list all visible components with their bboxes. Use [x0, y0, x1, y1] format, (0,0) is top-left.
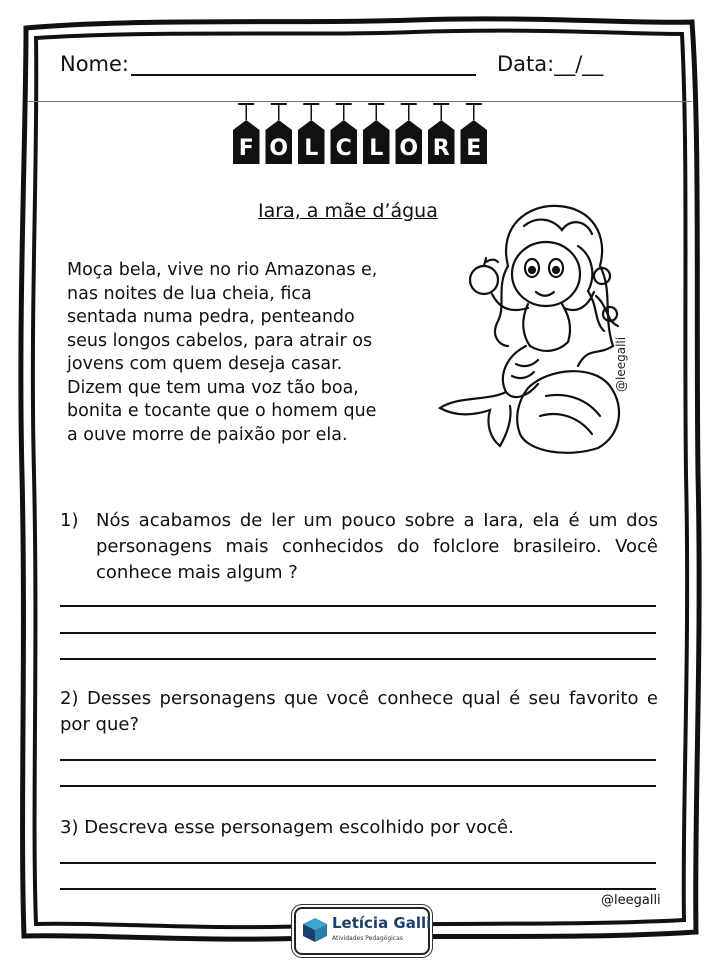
story-line: Moça bela, vive no rio Amazonas e,	[67, 260, 378, 280]
name-field-line[interactable]	[131, 54, 476, 76]
banner-letter: R	[432, 136, 450, 161]
name-label: Nome:	[60, 52, 130, 76]
banner-letter: C	[335, 136, 352, 161]
banner-letter: E	[466, 136, 482, 161]
story-line: sentada numa pedra, penteando	[67, 307, 355, 327]
banner-letter: L	[369, 136, 384, 161]
banner-letter: F	[238, 136, 254, 161]
story-line: bonita e tocante que o homem que	[67, 401, 377, 421]
question-1	[60, 508, 658, 586]
story-line: nas noites de lua cheia, fica	[67, 283, 312, 304]
logo-name: Letícia Galli	[332, 914, 432, 932]
cube-logo-icon	[302, 917, 328, 943]
story-line: seus longos cabelos, para atrair os	[67, 330, 373, 351]
banner-tag	[298, 104, 325, 164]
answer-line[interactable]	[60, 658, 656, 660]
question-1-number: 1)	[60, 510, 79, 531]
story-text	[67, 259, 417, 447]
banner-letter: O	[399, 136, 419, 161]
answer-line[interactable]	[60, 785, 656, 787]
mermaid-illustration-icon	[428, 196, 643, 461]
story-line: Dizem que tem uma voz tão boa,	[67, 377, 359, 398]
banner-tag	[363, 104, 390, 164]
banner-tag	[233, 104, 260, 164]
banner-tag	[266, 104, 293, 164]
banner-tag	[396, 104, 423, 164]
logo-subtitle: Atividades Pedagógicas	[332, 935, 403, 942]
answer-line[interactable]	[60, 605, 656, 607]
footer-credit: @leegalli	[601, 893, 661, 908]
answer-line[interactable]	[60, 759, 656, 761]
question-3: 3) Descreva esse personagem escolhido por você.	[60, 817, 514, 838]
illustration-watermark: @leegalli	[614, 336, 628, 392]
banner-letter: O	[269, 136, 289, 161]
story-line: a ouve morre de paixão por ela.	[67, 424, 348, 445]
question-2: 2) Desses personagens que você conhece qual é seu favorito e por que?	[60, 688, 658, 735]
brand-logo	[294, 907, 430, 955]
story-title: Iara, a mãe d’água	[258, 200, 438, 222]
story-line: jovens com quem deseja casar.	[67, 354, 343, 374]
answer-line[interactable]	[60, 862, 656, 864]
banner-tag	[461, 104, 488, 164]
banner-letter: L	[304, 136, 319, 161]
folclore-banner	[230, 100, 490, 170]
answer-line[interactable]	[60, 632, 656, 634]
banner-tag	[428, 104, 455, 164]
date-label: Data:__/__	[497, 52, 604, 76]
answer-line[interactable]	[60, 888, 656, 890]
banner-tag	[331, 104, 358, 164]
worksheet-header	[60, 52, 604, 76]
question-1-text: Nós acabamos de ler um pouco sobre a Iara, ela é um dos personagens mais conhecidos do folclore brasileiro. Você conhece mais algum ?	[96, 510, 658, 583]
